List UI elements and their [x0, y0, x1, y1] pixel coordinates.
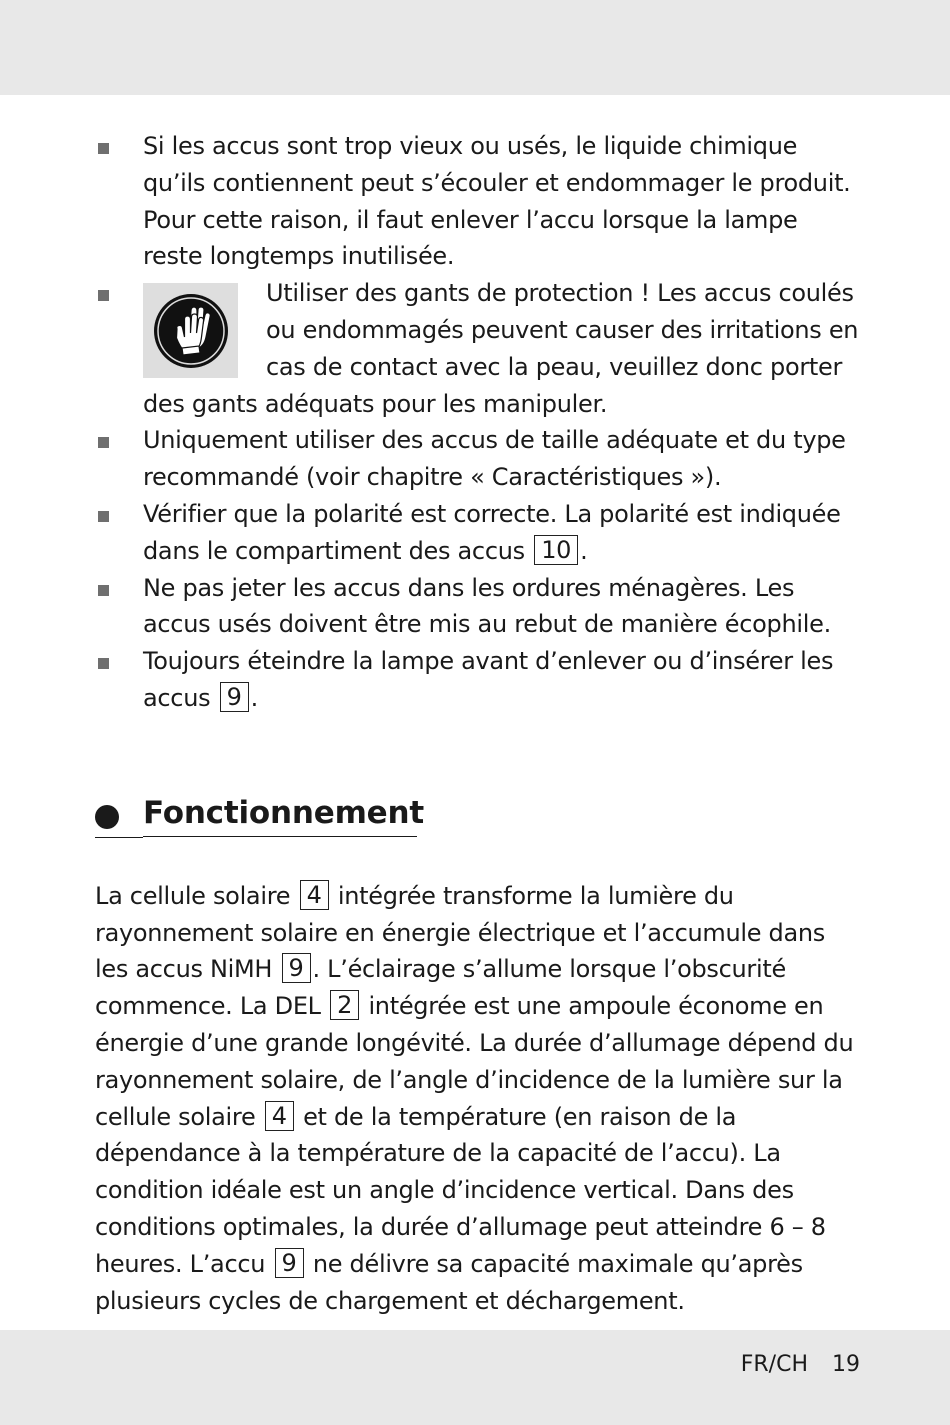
heading-underline — [95, 837, 143, 839]
paragraph-text: . L’éclairage s’allume lorsque l’obscurité commence. La DEL — [95, 955, 786, 1021]
paragraph-text: et de la température (en raison de la dépendance à la température de la capacité de l’accu). La condition idéale est un angle d’incidence vertical. Dans des conditions optimales, la durée d’allumage peut atteindre 6 – 8 heures. L’accu — [95, 1102, 826, 1278]
heading-dot-icon — [95, 805, 119, 829]
square-bullet-icon — [98, 143, 109, 154]
list-item-text: Toujours éteindre la lampe avant d’enlever ou d’insérer les accus — [143, 647, 834, 712]
page-footer — [741, 1352, 860, 1377]
list-item — [95, 128, 860, 275]
list-item-text: Uniquement utiliser des accus de taille adéquate et du type recommandé (voir chapitre « Caractéristiques »). — [143, 426, 846, 492]
paragraph-text: ne délivre sa capacité maximale qu’après plusieurs cycles de chargement et déchargement. — [95, 1249, 803, 1315]
reference-number: 4 — [265, 1101, 294, 1131]
page-content — [95, 128, 860, 1343]
list-item — [95, 422, 860, 496]
list-item-text: Si les accus sont trop vieux ou usés, le liquide chimique qu’ils contiennent peut s’écouler et endommager le produit. Pour cette raison, il faut enlever l’accu lorsque la lampe reste longtemps inutilisée. — [143, 132, 851, 271]
punctuation: . — [580, 536, 588, 565]
reference-number: 2 — [330, 990, 359, 1020]
list-item — [95, 643, 860, 717]
square-bullet-icon — [98, 658, 109, 669]
square-bullet-icon — [98, 437, 109, 448]
reference-number: 9 — [220, 682, 249, 712]
safety-list — [95, 128, 860, 717]
square-bullet-icon — [98, 511, 109, 522]
protective-gloves-icon — [143, 283, 238, 378]
list-item-gloves — [95, 275, 860, 422]
gloves-row — [143, 275, 860, 385]
paragraph-text: intégrée transforme la lumière du rayonnement solaire en énergie électrique et l’accumule dans les accus NiMH — [95, 881, 825, 984]
square-bullet-icon — [98, 585, 109, 596]
paragraph-text: intégrée est une ampoule économe en énergie d’une grande longévité. La durée d’allumage dépend du rayonnement solaire, de l’angle d’incidence de la lumière sur la cellule solaire — [95, 992, 854, 1131]
punctuation: . — [250, 683, 258, 712]
reference-number: 4 — [300, 880, 329, 910]
page-number: 19 — [832, 1352, 860, 1377]
header-band — [0, 0, 950, 95]
list-item — [95, 496, 860, 570]
footer-band — [0, 1330, 950, 1425]
list-item-text: Vérifier que la polarité est correcte. La polarité est indiquée dans le compartiment des accus — [143, 499, 841, 565]
function-paragraph — [95, 878, 860, 1320]
square-bullet-icon — [98, 290, 109, 301]
footer-language: FR/CH — [740, 1352, 808, 1377]
list-item — [95, 570, 860, 644]
reference-number: 9 — [275, 1248, 304, 1278]
paragraph-text: La cellule solaire — [95, 881, 291, 910]
list-item-text: Ne pas jeter les accus dans les ordures ménagères. Les accus usés doivent être mis au rebut de manière écophile. — [143, 573, 831, 639]
reference-number: 10 — [534, 535, 578, 565]
section-heading — [95, 793, 860, 841]
section-title: Fonctionnement — [143, 793, 417, 837]
gloves-warning-text: Utiliser des gants de protection ! Les accus coulés ou endommagés peuvent causer des irritations en cas de contact avec la peau, veuillez donc porter — [266, 279, 859, 381]
gloves-warning-continuation: des gants adéquats pour les manipuler. — [143, 389, 608, 418]
reference-number: 9 — [282, 953, 311, 983]
